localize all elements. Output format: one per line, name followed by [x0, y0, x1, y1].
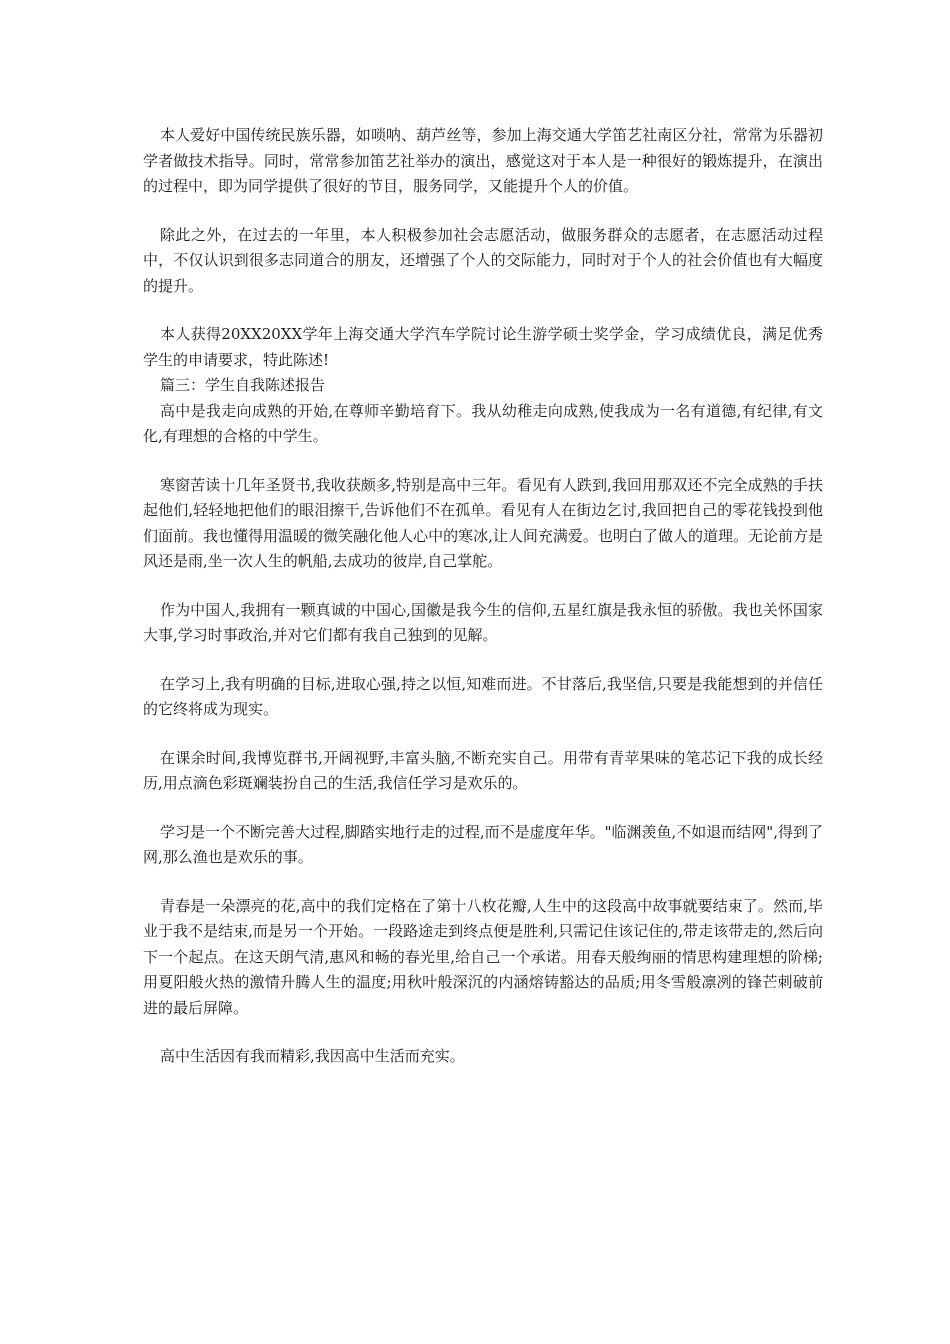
paragraph-learning-goals: 在学习上,我有明确的目标,进取心强,持之以恒,知难而进。不甘落后,我坚信,只要是我能想到的并信任的它终将成为现实。 — [143, 674, 823, 718]
paragraph-years-of-study: 寒窗苦读十几年圣贤书,我收获颇多,特别是高中三年。看见有人跌到,我回用那双还不完全成熟的手扶起他们,轻轻地把他们的眼泪擦干,告诉他们不在孤单。看见有人在街边乞讨,我回把自己的零花钱投到他们面前。我也懂得用温暖的微笑融化他人心中的寒冰,让人间充满爱。也明白了做人的道理。无论前方是风还是雨,坐一次人生的帆船,去成功的彼岸,自己掌舵。 — [143, 475, 823, 570]
paragraph-spare-time: 在课余时间,我博览群书,开阔视野,丰富头脑,不断充实自己。用带有青苹果味的笔芯记下我的成长经历,用点滴色彩斑斓装扮自己的生活,我信任学习是欢乐的。 — [143, 748, 823, 792]
paragraph-volunteer: 除此之外，在过去的一年里，本人积极参加社会志愿活动，做服务群众的志愿者，在志愿活动过程中，不仅认识到很多志同道合的朋友，还增强了个人的交际能力，同时对于个人的社会价值也有大幅度的提升。 — [143, 225, 823, 295]
paragraph-closing: 高中生活因有我而精彩,我因高中生活而充实。 — [160, 1047, 465, 1065]
paragraph-learning-process: 学习是一个不断完善大过程,脚踏实地行走的过程,而不是虚度年华。"临渊羡鱼,不如退而结网",得到了网,那么渔也是欢乐的事。 — [143, 822, 823, 866]
paragraph-music-hobby: 本人爱好中国传统民族乐器，如唢呐、葫芦丝等，参加上海交通大学笛艺社南区分社，常常为乐器初学者做技术指导。同时，常常参加笛艺社举办的演出，感觉这对于本人是一种很好的锻炼提升，在演出的过程中，即为同学提供了很好的节目，服务同学，又能提升个人的价值。 — [143, 126, 823, 195]
paragraph-patriotism: 作为中国人,我拥有一颗真诚的中国心,国徽是我今生的信仰,五星红旗是我永恒的骄傲。我也关怀国家大事,学习时事政治,并对它们都有我自己独到的见解。 — [143, 600, 823, 644]
paragraph-high-school-start: 高中是我走向成熟的开始,在尊师辛勤培育下。我从幼稚走向成熟,使我成为一名有道德,有纪律,有文化,有理想的合格的中学生。 — [143, 401, 823, 445]
section-heading: 篇三：学生自我陈述报告 — [160, 376, 326, 394]
paragraph-scholarship: 本人获得20XX20XX学年上海交通大学汽车学院讨论生游学硕士奖学金，学习成绩优良，满足优秀学生的申请要求，特此陈述! — [143, 325, 823, 369]
document-body — [143, 123, 823, 1070]
paragraph-youth: 青春是一朵漂亮的花,高中的我们定格在了第十八枚花瓣,人生中的这段高中故事就要结束了。然而,毕业于我不是结束,而是另一个开始。一段路途走到终点便是胜利,只需记住该记住的,带走该带走的,然后向下一个起点。在这天朗气清,惠风和畅的春光里,给自己一个承诺。用春天般绚丽的情思构建理想的阶梯;用夏阳般火热的激情升腾人生的温度;用秋叶般深沉的内涵熔铸豁达的品质;用冬雪般凛冽的锋芒刺破前进的最后屏障。 — [143, 896, 823, 1017]
